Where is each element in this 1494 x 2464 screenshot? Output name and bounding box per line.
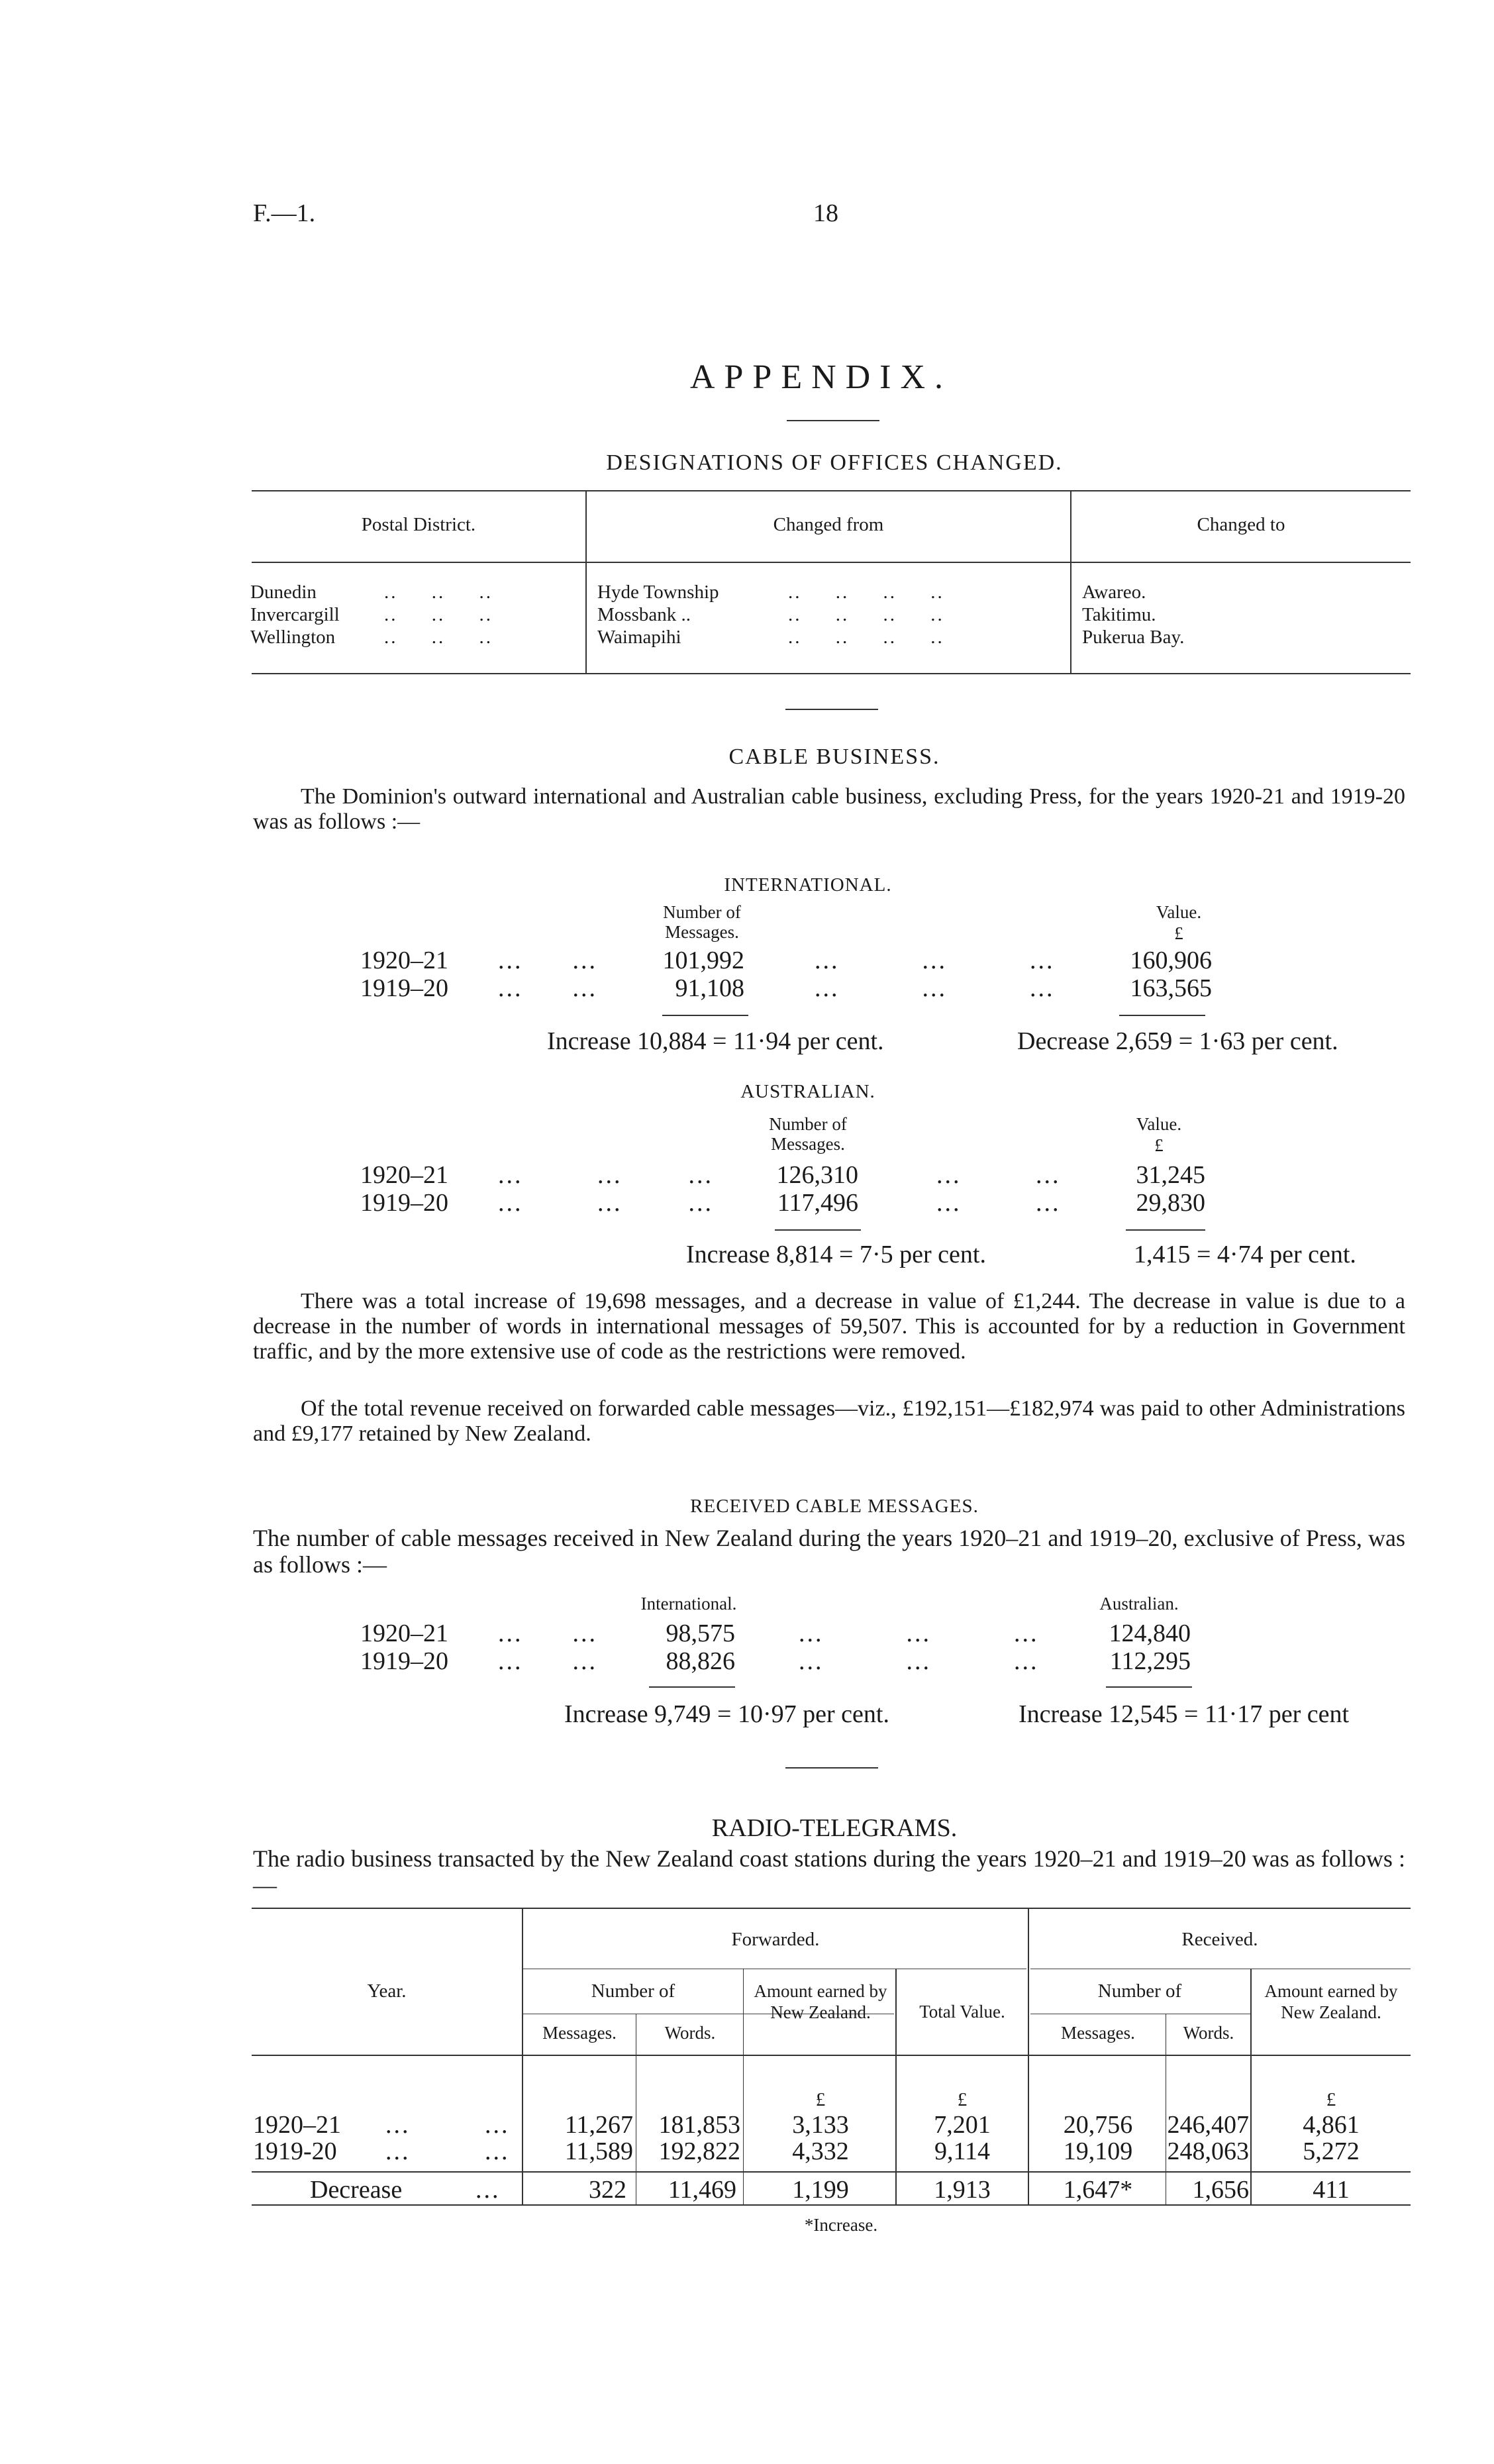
international-col-currency: £ <box>1174 923 1183 943</box>
international-heading: INTERNATIONAL. <box>724 874 892 896</box>
cable-paragraph-1: There was a total increase of 19,698 messages, and a decrease in value of £1,244. The decrease in value is due to a decrease in the number of words in international messages of 59,507. This is accounted for by a reduction in Government traffic, and by the more extensive use of code as the restrictions were removed. <box>253 1289 1405 1364</box>
radio-f-messages: 11,589 <box>564 2137 633 2165</box>
radio-year: 1920–21 <box>253 2111 341 2139</box>
australian-year: 1919–20 <box>360 1189 448 1217</box>
page-reference: F.—1. <box>253 199 316 227</box>
australian-col-currency: £ <box>1154 1135 1164 1155</box>
radio-total: 7,201 <box>934 2111 991 2139</box>
radio-r-messages: 20,756 <box>1063 2111 1133 2139</box>
radio-decrease-r-amount: 411 <box>1313 2176 1350 2204</box>
international-year: 1919–20 <box>360 974 448 1002</box>
radio-r-words: 248,063 <box>1167 2137 1249 2165</box>
designations-title: DESIGNATIONS OF OFFICES CHANGED. <box>606 450 1063 475</box>
radio-col-forwarded-messages: Messages. <box>542 2023 617 2043</box>
international-messages: 101,992 <box>662 947 744 974</box>
radio-decrease-total: 1,913 <box>934 2176 991 2204</box>
radio-decrease-label: Decrease <box>310 2176 403 2204</box>
district-cell: Invercargill <box>250 604 340 625</box>
radio-col-total-value: Total Value. <box>919 2002 1005 2022</box>
radio-r-words: 246,407 <box>1167 2111 1249 2139</box>
radio-r-amount: 5,272 <box>1303 2137 1360 2165</box>
international-messages: 91,108 <box>675 974 744 1002</box>
radio-f-amount: 4,332 <box>792 2137 849 2165</box>
australian-messages: 126,310 <box>776 1161 858 1189</box>
radio-col-forwarded-amount: Amount earned by New Zealand. <box>754 1981 887 2022</box>
radio-col-received-number-of: Number of <box>1097 1980 1182 2002</box>
section-divider <box>785 1767 878 1769</box>
section-divider <box>785 709 878 710</box>
radio-decrease-f-amount: 1,199 <box>792 2176 849 2204</box>
col-header-changed-to: Changed to <box>1197 514 1285 535</box>
currency-marker: £ <box>1326 2089 1336 2110</box>
radio-col-received-messages: Messages. <box>1061 2023 1135 2043</box>
changed-to-cell: Takitimu. <box>1082 604 1156 625</box>
radio-year: 1919-20 <box>253 2137 337 2165</box>
radio-decrease-r-words: 1,656 <box>1192 2176 1249 2204</box>
australian-value: 29,830 <box>1136 1189 1205 1217</box>
appendix-title: APPENDIX. <box>689 358 953 396</box>
district-cell: Dunedin <box>250 582 317 603</box>
received-australian: 124,840 <box>1109 1619 1191 1647</box>
radio-title: RADIO-TELEGRAMS. <box>711 1814 958 1842</box>
radio-f-words: 181,853 <box>658 2111 740 2139</box>
currency-marker: £ <box>957 2089 968 2110</box>
international-year: 1920–21 <box>360 947 448 974</box>
international-change-value: Decrease 2,659 = 1·63 per cent. <box>1017 1027 1338 1055</box>
received-australian: 112,295 <box>1109 1647 1191 1675</box>
changed-from-cell: Waimapihi <box>597 627 681 648</box>
international-col-value: Value. <box>1156 902 1202 922</box>
col-header-postal-district: Postal District. <box>361 514 476 535</box>
changed-to-cell: Awareo. <box>1082 582 1146 603</box>
australian-value: 31,245 <box>1136 1161 1205 1189</box>
international-value: 160,906 <box>1130 947 1212 974</box>
changed-from-cell: Mossbank .. <box>597 604 691 625</box>
australian-messages: 117,496 <box>777 1189 858 1217</box>
cable-intro: The Dominion's outward international and Australian cable business, excluding Press, for the years 1920-21 and 1919-20 was as follows :— <box>253 784 1405 834</box>
title-divider <box>787 420 879 421</box>
changed-from-cell: Hyde Township <box>597 582 719 603</box>
radio-f-messages: 11,267 <box>564 2111 633 2139</box>
cable-paragraph-2: Of the total revenue received on forwarded cable messages—viz., £192,151—£182,974 was paid to other Administrations and £9,177 retained by New Zealand. <box>253 1396 1405 1446</box>
radio-f-amount: 3,133 <box>792 2111 849 2139</box>
received-year: 1920–21 <box>360 1619 448 1647</box>
page-number: 18 <box>813 199 838 227</box>
radio-r-messages: 19,109 <box>1063 2137 1133 2165</box>
radio-col-forwarded-number-of: Number of <box>591 1980 675 2002</box>
cable-title: CABLE BUSINESS. <box>728 744 940 769</box>
received-intro: The number of cable messages received in New Zealand during the years 1920–21 and 1919–20, exclusive of Press, was as follows :— <box>253 1525 1405 1578</box>
radio-col-forwarded-words: Words. <box>664 2023 716 2043</box>
received-international: 98,575 <box>666 1619 735 1647</box>
international-change-messages: Increase 10,884 = 11·94 per cent. <box>547 1027 884 1055</box>
international-value: 163,565 <box>1130 974 1212 1002</box>
radio-r-amount: 4,861 <box>1303 2111 1360 2139</box>
australian-change-messages: Increase 8,814 = 7·5 per cent. <box>686 1241 986 1268</box>
received-col-international: International. <box>640 1594 737 1614</box>
radio-total: 9,114 <box>934 2137 991 2165</box>
received-international: 88,826 <box>666 1647 735 1675</box>
international-col-messages: Number of Messages. <box>663 902 741 942</box>
radio-decrease-r-messages: 1,647* <box>1063 2176 1133 2204</box>
radio-col-received-words: Words. <box>1183 2023 1234 2043</box>
australian-year: 1920–21 <box>360 1161 448 1189</box>
radio-col-received-amount: Amount earned by New Zealand. <box>1264 1981 1398 2022</box>
australian-change-value: 1,415 = 4·74 per cent. <box>1134 1241 1356 1268</box>
col-header-changed-from: Changed from <box>773 514 884 535</box>
radio-decrease-f-messages: 322 <box>589 2176 626 2204</box>
radio-col-received: Received. <box>1181 1929 1258 1950</box>
radio-f-words: 192,822 <box>658 2137 740 2165</box>
received-change-australian: Increase 12,545 = 11·17 per cent <box>1019 1700 1350 1728</box>
radio-decrease-f-words: 11,469 <box>668 2176 736 2204</box>
received-change-international: Increase 9,749 = 10·97 per cent. <box>564 1700 889 1728</box>
australian-heading: AUSTRALIAN. <box>740 1081 875 1102</box>
australian-col-value: Value. <box>1136 1114 1182 1134</box>
changed-to-cell: Pukerua Bay. <box>1082 627 1185 648</box>
received-title: RECEIVED CABLE MESSAGES. <box>690 1496 979 1517</box>
received-col-australian: Australian. <box>1099 1594 1179 1614</box>
radio-intro: The radio business transacted by the New Zealand coast stations during the years 1920–21 and 1919–20 was as follows :— <box>253 1845 1405 1898</box>
australian-col-messages: Number of Messages. <box>769 1114 847 1154</box>
radio-col-year: Year. <box>367 1980 407 2002</box>
district-cell: Wellington <box>250 627 336 648</box>
received-year: 1919–20 <box>360 1647 448 1675</box>
currency-marker: £ <box>815 2089 826 2110</box>
radio-footnote: *Increase. <box>804 2215 878 2235</box>
radio-col-forwarded: Forwarded. <box>731 1929 820 1950</box>
